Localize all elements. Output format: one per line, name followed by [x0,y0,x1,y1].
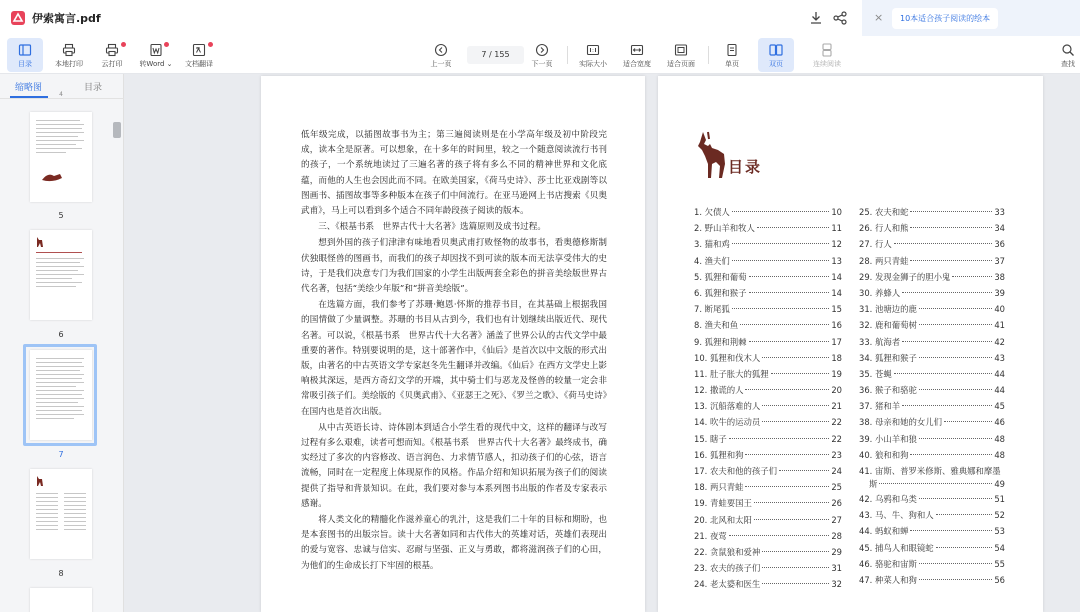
app-logo-icon [10,10,26,26]
toc-entry-title: 16. 狐狸和狗 [694,449,744,460]
toc-dot-leader [745,454,829,455]
toc-dot-leader [732,243,830,244]
toc-entry[interactable] [694,465,842,481]
toc-entry-title: 45. 捕鸟人和眼镜蛇 [859,542,934,553]
paragraph: 低年级完成，以插图故事书为主；第三遍阅读则是在小学高年级及初中阶段完成，读本全是原著。可以想象，在十多年的时间里，较之一个随意阅读流行书刊的孩子，一个系统地读过了三遍名著的孩子将有多么不同的精神世界和文化底蕴，而他的人生也会因此而不同。在欧美国家，《荷马史诗》、莎士比亚戏剧等以图画书、插图故事等多种版本在孩子们中间流行。在亚马逊网上书店搜索《贝奥武甫》，马上可以看到多个适合不同年龄段孩子阅读的版本。 [301,130,607,217]
toc-entry-title: 24. 老太婆和医生 [694,579,761,590]
toc-entry[interactable] [694,481,842,497]
partial-page-number: 4 [59,91,63,98]
toc-dot-leader [936,547,993,548]
toc-entry[interactable] [694,562,842,578]
toc-dot-leader [944,421,992,422]
share-icon[interactable] [832,10,848,26]
page-body-text [301,128,607,575]
toc-entry-page: 11 [831,223,842,234]
toc-entry-title: 8. 渔夫和鱼 [694,320,739,331]
toc-entry[interactable] [859,206,1005,222]
toc-dot-leader [919,324,992,325]
toolbar-divider [567,46,568,64]
toc-dot-leader [952,276,992,277]
paragraph: 想到外国的孩子们津津有味地看贝奥武甫打败怪物的故事书，看奥德修斯制伏独眼怪兽的图画书，而我们的孩子却因找不到可读的版本而无法享受伟大的史诗，于是我们决意专门为我们国家的小学生出版两套全彩色的拼音美绘版世界古代名著，包括“美绘少年版”和“拼音美绘版”。 [301,238,607,295]
toc-entry[interactable] [694,287,842,303]
toc-entry[interactable] [694,497,842,513]
toc-entry-page: 55 [994,558,1005,569]
toc-entry[interactable] [694,319,842,335]
toc-entry[interactable] [694,449,842,465]
toc-entry-title: 20. 北风和太阳 [694,514,752,525]
toc-entry-page: 13 [831,255,842,266]
toc-entry-title: 33. 航海者 [859,336,901,347]
toc-entry-page: 10 [831,207,842,217]
toc-entry-page: 46 [994,417,1005,428]
tab-document[interactable]: 10本适合孩子阅读的绘本 [892,8,998,29]
thumbnail-sidebar [0,74,124,612]
toc-entry-title: 41. 宙斯、普罗米修斯、雅典娜和摩墨 [859,466,1001,476]
search-button[interactable]: 查找 [1056,38,1080,72]
toc-entry[interactable] [859,238,1005,254]
toc-entry-page: 40 [994,304,1005,315]
word-file-icon [149,43,163,57]
toc-entry[interactable] [694,400,842,416]
toc-entry-title: 44. 蚂蚁和蝉 [859,526,909,537]
toc-dot-leader [732,211,830,212]
fawn-icon [35,475,45,487]
toc-entry-page: 29 [831,546,842,557]
toc-entry-page: 48 [994,449,1005,460]
toc-entry[interactable] [694,352,842,368]
toolbar [0,36,1080,74]
toc-dot-leader [902,292,992,293]
toc-entry-page: 39 [994,287,1005,298]
toc-entry[interactable] [859,384,1005,400]
toc-dot-leader [879,483,992,484]
toc-entry-page: 28 [831,530,842,541]
sleigh-illustration-icon [40,168,64,184]
toc-entry-title: 7. 断尾狐 [694,304,730,315]
toc-heading: 目录 [728,158,763,176]
toc-entry-title: 2. 野山羊和牧人 [694,223,755,234]
toc-entry-title: 23. 农夫的孩子们 [694,563,761,574]
thumbnail-page-number: 8 [58,569,64,578]
toc-entry[interactable] [859,255,1005,271]
toc-dot-leader [762,405,829,406]
toc-dot-leader [910,260,992,261]
toc-dot-leader [749,292,830,293]
page-thumbnail[interactable] [30,230,92,320]
thumbnail-page-number: 7 [58,450,64,459]
tab-thumbnails[interactable]: 缩略图 [15,83,43,93]
toc-entry-page: 25 [831,482,842,493]
double-page-button[interactable]: 双页 [758,38,794,72]
next-page-button[interactable]: 下一页 [524,38,560,72]
toc-dot-leader [902,341,992,342]
toc-entry-page: 33 [994,207,1005,217]
toc-entry-page: 45 [994,401,1005,412]
toc-dot-leader [762,583,829,584]
paragraph: 将人类文化的精髓化作滋养童心的乳汁，这是我们二十年的目标和期盼，也是本套图书的出版宗旨。读十大名著如同和古代伟大的英雄对话，英雄们表现出的爱与宽容、忠诚与信实、忍耐与坚强、正义与勇敢，都将滋润孩子们的心田，为他们的生命成长打下牢固的根基。 [301,515,607,571]
notification-dot [164,42,169,47]
toc-entry-page: 51 [994,494,1005,504]
toc-entry[interactable] [859,449,1005,465]
toc-entry-title: 17. 农夫和他的孩子们 [694,466,777,476]
translate-icon [192,43,206,57]
toc-entry-page: 15 [831,304,842,315]
toc-entry-page: 24 [831,466,842,476]
toc-dot-leader [762,357,829,358]
toc-entry-title: 46. 骆驼和宙斯 [859,558,917,569]
toc-entry[interactable] [859,433,1005,449]
page-number-input[interactable]: 7 / 155 [467,46,524,64]
toc-entry-page: 17 [831,336,842,347]
toc-entry-page: 21 [831,401,842,412]
convert-word-button[interactable]: 转Word ⌄ [135,38,177,72]
cloud-printer-icon [105,43,119,57]
fit-page-icon [674,43,688,57]
notification-dot [208,42,213,47]
toc-entry-page: 52 [994,510,1005,521]
toc-entry-page: 27 [831,514,842,525]
sidebar-toggle-icon [18,43,32,57]
toc-entry-title: 40. 狼和和狗 [859,449,909,460]
toc-entry[interactable] [694,303,842,319]
title-bar [0,0,1080,36]
scrollbar-thumb[interactable] [113,122,121,138]
toc-dot-leader [749,276,830,277]
page-thumbnail[interactable] [30,588,92,612]
toc-entry[interactable] [859,525,1005,541]
toc-dot-leader [910,227,992,228]
toc-entry[interactable] [859,222,1005,238]
toc-entry-page: 56 [994,574,1005,585]
toc-entry-title: 1. 欠债人 [694,207,730,217]
paragraph: 从中古英语长诗、诗体剧本到适合小学生看的现代中文，这样的翻译与改写过程有多么艰难，读者可想而知。《根基书系 世界古代十大名著》最终成书，确实经过了多次的内容修改、语言润色、力求情节感人，扣动孩子们的心弦，语言流畅，同时在一定程度上体现原作的风格。作品介绍和知识拓展为孩子们的阅读提供了指导和背景知识。在此，我们要对参与本系列图书出版的作者及专家表示感谢。 [301,422,607,509]
paragraph: 三、《根基书系 世界古代十大名著》选篇原则及成书过程。 [318,222,546,233]
toc-entry-page: 44 [994,368,1005,379]
toc-entry-title: 10. 狐狸和伐木人 [694,352,761,363]
toc-entry-title: 4. 渔夫们 [694,255,730,266]
page-thumbnail[interactable] [30,469,92,559]
toc-dot-leader [732,260,830,261]
toc-entry[interactable] [859,465,1005,493]
cloud-print-button[interactable]: 云打印 [95,38,129,72]
file-name: 伊索寓言.pdf [32,12,101,25]
toc-entry-page: 26 [831,498,842,509]
toc-entry-page: 32 [831,579,842,590]
toc-dot-leader [910,211,992,212]
toc-dot-leader [910,530,992,531]
toc-entry-title: 14. 吹牛的运动员 [694,417,761,428]
toc-entry[interactable] [694,416,842,432]
toc-dot-leader [919,308,992,309]
toc-entry-page: 49 [994,479,1005,489]
pdf-page-right [658,76,1043,612]
toc-entry-page: 38 [994,271,1005,282]
arrow-left-circle-icon [434,43,448,57]
toc-dot-leader [754,502,829,503]
toc-entry-title: 36. 猴子和骆驼 [859,385,917,396]
actual-size-icon [586,43,600,57]
toc-entry[interactable] [694,238,842,254]
toc-dot-leader [894,373,993,374]
toc-dot-leader [762,421,829,422]
document-viewport[interactable] [125,74,1080,612]
toc-entry-title: 15. 瞎子 [694,433,727,444]
toc-entry[interactable] [859,287,1005,303]
toc-dot-leader [762,551,829,552]
toc-entry-page: 22 [831,433,842,444]
fawn-icon [35,236,45,248]
toc-entry[interactable] [859,336,1005,352]
search-icon [1061,43,1075,57]
toc-entry[interactable] [859,271,1005,287]
toc-entry-page: 20 [831,385,842,396]
toc-entry-title: 5. 狐狸和葡萄 [694,271,747,282]
toc-entry[interactable] [859,509,1005,525]
arrow-right-circle-icon [535,43,549,57]
toc-entry[interactable] [859,303,1005,319]
toc-dot-leader [894,243,993,244]
toc-entry[interactable] [859,400,1005,416]
toc-entry[interactable] [694,546,842,562]
toc-entry-title: 34. 狐狸和猴子 [859,352,917,363]
pdf-page-left [261,76,645,612]
toc-dot-leader [910,454,992,455]
toc-entry-page: 37 [994,255,1005,266]
notification-dot [121,42,126,47]
toc-entry-title: 29. 发现金狮子的胆小鬼 [859,271,951,282]
toc-dot-leader [919,579,992,580]
toc-entry[interactable] [694,578,842,594]
toc-dot-leader [919,438,992,439]
toc-dot-leader [745,486,829,487]
toc-entry-title: 11. 肚子胀大的狐狸 [694,368,769,379]
toc-entry-title: 31. 池塘边的鹿 [859,304,917,315]
continuous-reading-button[interactable]: 连续阅读 [806,38,848,72]
continuous-pages-icon [820,43,834,57]
toc-entry[interactable] [859,542,1005,558]
toc-dot-leader [745,389,829,390]
toc-entry-title: 12. 撒谎的人 [694,385,744,396]
toc-entry-title: 21. 夜莺 [694,530,727,541]
toc-entry[interactable] [694,336,842,352]
toc-entry[interactable] [859,416,1005,432]
toc-entry[interactable] [694,384,842,400]
toc-entry[interactable] [694,206,842,222]
toc-entry-page: 34 [994,223,1005,234]
toc-entry-title: 9. 狐狸和荆棘 [694,336,747,347]
doc-translate-button[interactable]: 文档翻译 [181,38,217,72]
toc-entry-page: 19 [831,368,842,379]
toc-dot-leader [740,324,829,325]
toc-dot-leader [729,535,830,536]
toc-entry[interactable] [694,255,842,271]
toc-dot-leader [762,567,829,568]
prev-page-button[interactable]: 上一页 [424,38,458,72]
toc-dot-leader [919,389,992,390]
toc-entry-page: 42 [994,336,1005,347]
printer-icon [62,43,76,57]
divider [0,98,124,99]
actual-size-button[interactable]: 实际大小 [574,38,612,72]
toc-dot-leader [729,438,830,439]
toolbar-divider [708,46,709,64]
page-thumbnail-current[interactable] [30,350,92,440]
toc-entry[interactable] [859,493,1005,509]
toc-entry[interactable] [859,558,1005,574]
download-icon[interactable] [808,10,824,26]
fawn-illustration-icon [694,130,728,180]
toc-entry-page: 44 [994,385,1005,396]
toc-dot-leader [902,405,992,406]
toc-entry-page: 41 [994,320,1005,331]
toc-entry-page: 18 [831,352,842,363]
thumbnail-page-number: 6 [58,330,64,339]
toc-dot-leader [771,373,830,374]
toc-entry-title: 37. 猪和羊 [859,401,901,412]
toc-entry-title: 27. 行人 [859,239,892,250]
toc-entry-title: 19. 青蛙要国王 [694,498,752,509]
toc-entry-page: 31 [831,563,842,574]
toc-entry[interactable] [694,222,842,238]
toc-dot-leader [919,563,992,564]
paragraph: 在选篇方面，我们参考了苏珊·鲍恩·怀斯的推荐书目，在其基础上根据我国的国情做了少量调整。苏珊的书目从古到今，我们也有计划继续出版近代、现代名著。可以说，《根基书系 世界古代十大名著》涵盖了世界公认的古代文学中最重要的著作。特别要说明的是，这十部著作中，《仙后》是首次以中文版的形式出版，由著名的中古英语文学专家赵冬先生翻译并改编。《仙后》在西方文学史上影响极其深远，是西方奇幻文学的开端，其中骑士们与恶龙及怪兽的较量一定会非常吸引孩子们。美绘版的《贝奥武甫》、《亚瑟王之死》、《罗兰之歌》、《荷马史诗》在国内也是首次出版。 [301,300,607,417]
local-print-button[interactable]: 本地打印 [50,38,88,72]
toc-entry-title: 47. 种菜人和狗 [859,574,917,585]
toc-entry[interactable] [694,271,842,287]
toc-entry-title: 13. 沉船落难的人 [694,401,761,412]
toc-entry-page: 14 [831,287,842,298]
toc-entry[interactable] [859,319,1005,335]
toc-entry[interactable] [694,530,842,546]
toc-dot-leader [754,519,829,520]
toc-entry-page: 14 [831,271,842,282]
toc-entry-page: 12 [831,239,842,250]
toc-entry-page: 16 [831,320,842,331]
toc-entry-page: 54 [994,542,1005,553]
toc-entry[interactable] [694,433,842,449]
toc-dot-leader [779,470,829,471]
toc-entry[interactable] [859,368,1005,384]
toc-entry[interactable] [694,368,842,384]
toc-entry[interactable] [859,352,1005,368]
toc-entry[interactable] [694,514,842,530]
toc-entry-title: 35. 苍蝇 [859,368,892,379]
toc-dot-leader [919,498,992,499]
toc-entry-title: 32. 鹿和葡萄树 [859,320,917,331]
toc-entry-title: 38. 母亲和她的女儿们 [859,417,942,428]
fit-page-button[interactable]: 适合页面 [662,38,700,72]
page-thumbnail[interactable] [30,112,92,202]
chevron-down-icon: ⌄ [166,60,173,68]
toc-dot-leader [749,341,830,342]
single-page-button[interactable]: 单页 [715,38,749,72]
toc-entry-title: 30. 养蜂人 [859,287,901,298]
toc-column-right [859,206,1005,590]
toc-dot-leader [936,514,993,515]
toc-entry-page: 53 [994,526,1005,537]
toc-dot-leader [919,357,992,358]
tab-close-icon[interactable]: × [874,11,884,24]
toc-entry-title: 18. 两只青蛙 [694,482,744,493]
toc-entry[interactable] [859,574,1005,590]
toc-column-left [694,206,842,595]
tab-outline[interactable]: 目录 [84,83,103,93]
toc-entry-page: 23 [831,449,842,460]
toc-dot-leader [757,227,829,228]
toc-dot-leader [732,308,830,309]
toc-entry-title: 22. 贪鼠狼和爱神 [694,546,761,557]
toc-entry-title-continued: 斯 [869,479,878,489]
toc-button[interactable]: 目录 [7,38,43,72]
toc-entry-page: 22 [831,417,842,428]
toc-entry-title: 26. 行人和熊 [859,223,909,234]
double-page-icon [769,43,783,57]
toc-entry-title: 3. 猫和鸡 [694,239,730,250]
toc-entry-title: 42. 乌鸦和乌类 [859,494,917,504]
toc-entry-page: 43 [994,352,1005,363]
single-page-icon [725,43,739,57]
toc-entry-page: 36 [994,239,1005,250]
fit-width-icon [630,43,644,57]
toc-entry-title: 28. 两只青蛙 [859,255,909,266]
toc-entry-title: 39. 小山羊和狼 [859,433,917,444]
toc-entry-title: 25. 农夫和蛇 [859,207,909,217]
toc-entry-title: 43. 马、牛、狗和人 [859,510,934,521]
thumbnail-page-number: 5 [58,211,64,220]
toc-entry-title: 6. 狐狸和猴子 [694,287,747,298]
toc-entry-page: 48 [994,433,1005,444]
fit-width-button[interactable]: 适合宽度 [618,38,656,72]
